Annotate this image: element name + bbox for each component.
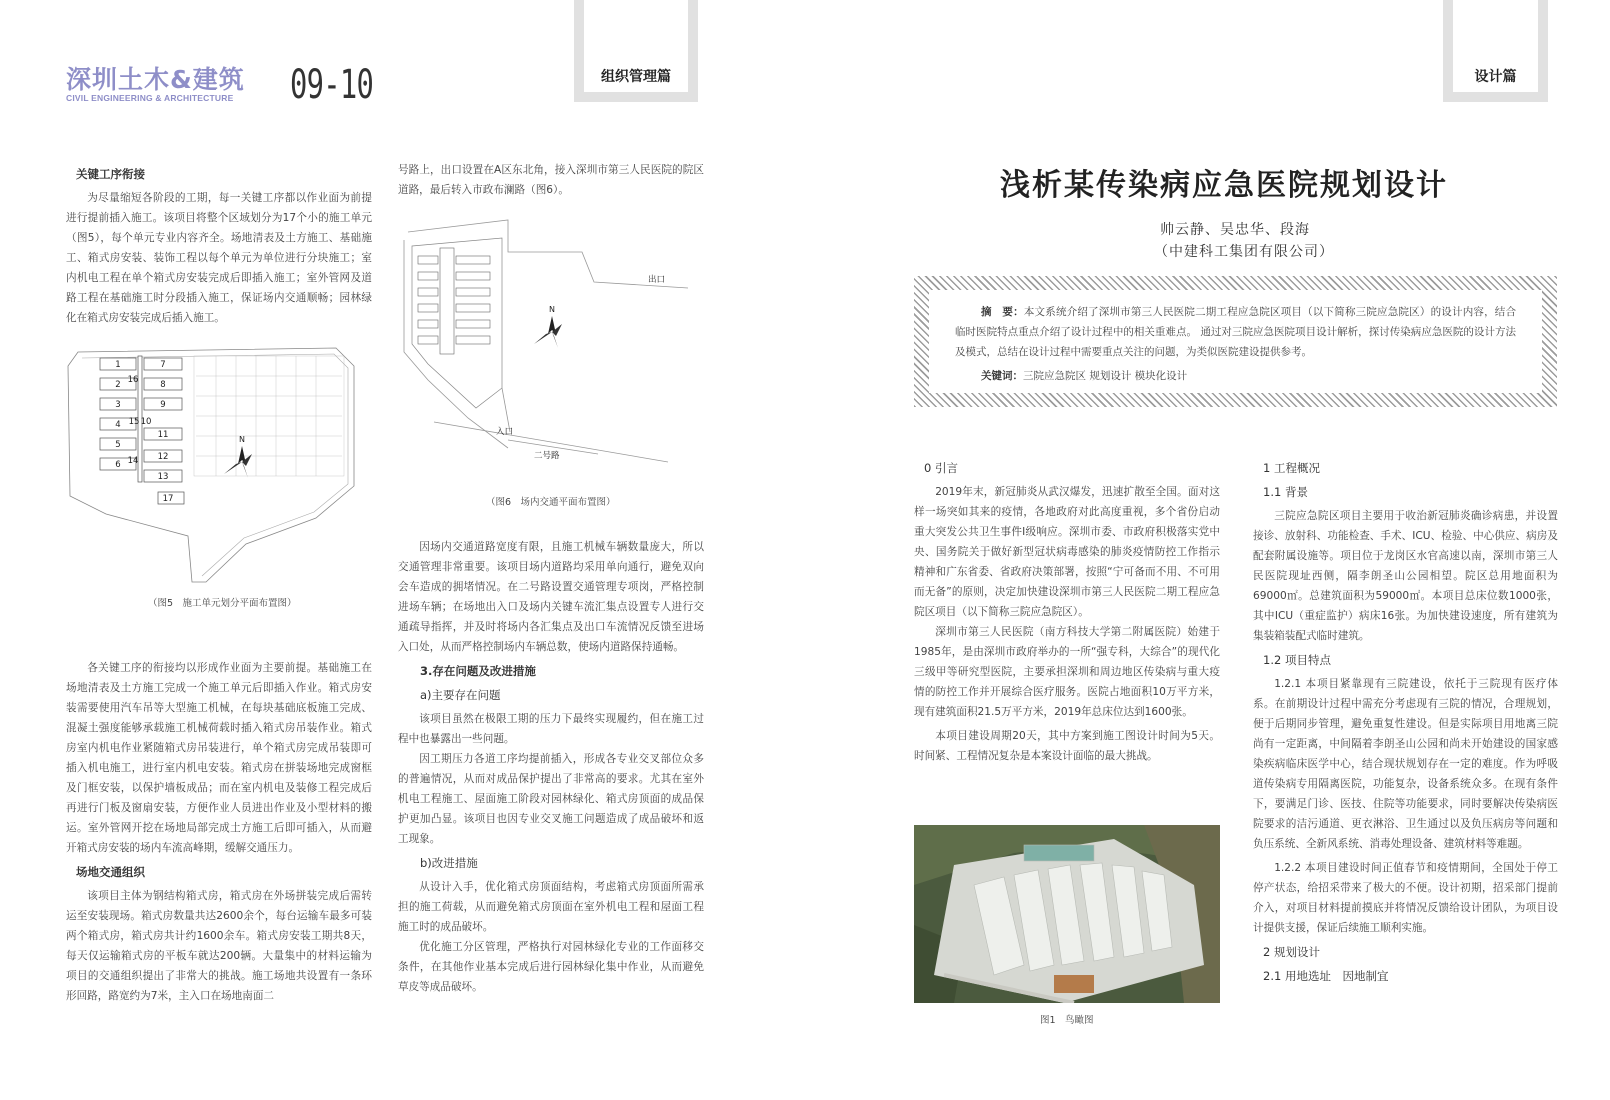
article-organization: （中建科工集团有限公司） xyxy=(1154,244,1334,260)
subsection-heading: a)主要存在问题 xyxy=(420,688,501,702)
subsection-heading: 1.2 项目特点 xyxy=(1263,653,1331,667)
unit-label: 16 xyxy=(127,375,139,385)
paragraph: 因场内交通道路宽度有限，且施工机械车辆数量庞大，所以交通管理非常重要。该项目场内道路均采用单向通行，避免双向会车造成的拥堵情况。在二号路设置交通管理专项岗，严格控制进场车辆；在场地出入口及场内关键车流汇集点设置专人进行交通疏导指挥，并及时将场内各汇集点及出口车流情况反馈至进场入口处，从而严格控制场内车辆总数，使场内道路保持通畅。 xyxy=(398,541,704,653)
magazine-logo-english: CIVIL ENGINEERING & ARCHITECTURE xyxy=(66,93,234,103)
unit-label: 6 xyxy=(115,460,121,470)
subsection-heading: 2.1 用地选址 因地制宜 xyxy=(1263,969,1389,983)
unit-label: 8 xyxy=(160,380,166,390)
magazine-logo: 深圳土木&建筑 xyxy=(66,65,245,94)
north-arrow-icon xyxy=(224,435,252,478)
left-column-1-top xyxy=(66,160,372,328)
section-heading: 场地交通组织 xyxy=(76,865,145,879)
unit-label: 7 xyxy=(160,360,166,370)
road-label: 二号路 xyxy=(534,451,560,461)
paragraph: 为尽量缩短各阶段的工期，每一关键工序都以作业面为前提进行提前插入施工。该项目将整个区域划分为17个小的施工单元（图5），每个单元专业内容齐全。场地清表及土方施工、基础施工、箱式房安装、装饰工程以每个单元为单位进行分块施工；室内机电工程在单个箱式房安装完成后即插入施工；室外管网及道路工程在基础施工时分段插入施工，保证场内交通顺畅；园林绿化在箱式房安装完成后插入施工。 xyxy=(66,192,372,324)
paragraph: 该项目主体为钢结构箱式房，箱式房在外场拼装完成后需转运至安装现场。箱式房数量共达2600余个，每台运输车最多可装两个箱式房，箱式房共计约1600余车。箱式房安装工期共8天，每天仅运输箱式房的平板车就达200辆。大量集中的材料运输为项目的交通组织提出了非常大的挑战。施工场地共设置有一条环形回路，路宽约为7米，主入口在场地南面二 xyxy=(66,890,372,1002)
paragraph: 从设计入手，优化箱式房顶面结构，考虑箱式房顶面所需承担的施工荷载，从而避免箱式房顶面在室外机电工程和屋面工程施工时的成品破坏。 xyxy=(398,881,704,933)
paragraph: 该项目虽然在极限工期的压力下最终实现履约，但在施工过程中也暴露出一些问题。 xyxy=(398,713,704,745)
section-heading: 1 工程概况 xyxy=(1263,461,1320,475)
right-column-1 xyxy=(914,454,1220,766)
left-column-1-bottom xyxy=(66,658,372,1006)
unit-label: 9 xyxy=(160,400,166,410)
right-column-2 xyxy=(1253,454,1558,990)
section-label-right: 设计篇 xyxy=(1474,69,1517,85)
paragraph: 本项目建设周期20天，其中方案到施工图设计时间为5天。时间紧、工程情况复杂是本案设计面临的最大挑战。 xyxy=(914,730,1220,762)
unit-label: 1 xyxy=(115,360,121,370)
unit-label: 14 xyxy=(127,456,139,466)
unit-label: 13 xyxy=(157,472,169,482)
svg-text:N: N xyxy=(239,435,245,444)
article-authors: 帅云静、吴忠华、段海 xyxy=(1160,222,1310,238)
figure-1-caption: 图1 鸟瞰图 xyxy=(1040,1015,1094,1026)
unit-label: 17 xyxy=(162,494,174,504)
figure-6-caption: （图6 场内交通平面布置图） xyxy=(486,497,616,508)
section-heading: 2 规划设计 xyxy=(1263,945,1320,959)
section-heading: 关键工序衔接 xyxy=(76,167,145,181)
figure-6-traffic-plan xyxy=(398,212,698,474)
paragraph: 各关键工序的衔接均以形成作业面为主要前提。基础施工在场地清表及土方施工完成一个施工单元后即插入作业。箱式房安装需要使用汽车吊等大型施工机械，在每块基础底板施工完成、混凝土强度能够承载施工机械荷载时插入箱式房吊装作业。箱式房室内机电作业紧随箱式房吊装进行，单个箱式房完成吊装即可插入机电施工，进行室内机电安装。箱式房在拼装场地完成窗框及门框安装，以保护墙板成品；而在室内机电及装修工程完成后再进行门板及窗扇安装，方便作业人员进出作业及小型材料的搬运。室外管网开挖在场地局部完成土方施工后即可插入，从而避开箱式房安装的场内车流高峰期，缓解交通压力。 xyxy=(66,662,372,854)
figure-5-site-plan xyxy=(66,346,376,586)
abstract-paragraph xyxy=(955,302,1516,362)
paragraph: 1.2.1 本项目紧靠现有三院建设，依托于三院现有医疗体系。在前期设计过程中需充分考虑现有三院的情况，合理规划，便于后期同步管理，避免重复性建设。但是实际项目用地离三院尚有一定距离，中间隔着李朗圣山公园和尚未开始建设的国家感染疾病临床医学中心，结合现状规划存在一定的难度。作为呼吸道传染病专用隔离医院，功能复杂，设备系统众多。在现有条件下，要满足门诊、医技、住院等功能要求，同时要解决传染病医院要求的洁污通道、更衣淋浴、卫生通过以及负压病房等问题和负压系统、全新风系统、消毒处理设备、建筑材料等难题。 xyxy=(1253,678,1558,850)
unit-label: 10 xyxy=(140,417,152,427)
unit-label: 11 xyxy=(157,430,169,440)
keywords-label: 关键词： xyxy=(981,370,1023,382)
keywords-line xyxy=(955,366,1516,386)
aerial-photo xyxy=(914,825,1220,1003)
exit-label: 出口 xyxy=(648,275,666,285)
unit-label: 5 xyxy=(115,440,121,450)
unit-label: 15 xyxy=(128,417,140,427)
subsection-heading: 1.1 背景 xyxy=(1263,485,1308,499)
abstract-content xyxy=(929,290,1542,393)
subsection-heading: b)改进措施 xyxy=(420,856,478,870)
figure-5-caption: （图5 施工单元划分平面布置图） xyxy=(148,598,297,609)
paragraph: 1.2.2 本项目建设时间正值春节和疫情期间，全国处于停工停产状态，给招采带来了极大的不便。设计初期，招采部门提前介入，对项目材料提前摸底并将情况反馈给设计团队，为项目设计提供支援，保证后续施工顺利实施。 xyxy=(1253,862,1558,934)
section-heading: 0 引言 xyxy=(924,461,958,475)
paragraph: 优化施工分区管理，严格执行对园林绿化专业的工作面移交条件，在其他作业基本完成后进行园林绿化集中作业，从而避免草皮等成品破坏。 xyxy=(398,941,704,993)
keywords-text: 三院应急院区 规划设计 模块化设计 xyxy=(1023,370,1188,382)
issue-number: 09-10 xyxy=(290,62,374,108)
left-column-2-top xyxy=(398,160,704,200)
section-tab-right xyxy=(1443,0,1548,102)
paragraph: 号路上，出口设置在A区东北角，接入深圳市第三人民医院的院区道路，最后转入市政布澜路（图6）。 xyxy=(398,164,704,196)
paragraph: 深圳市第三人民医院（南方科技大学第二附属医院）始建于1985年，是由深圳市政府举办的一所“强专科，大综合”的现代化三级甲等研究型医院，主要承担深圳和周边地区传染病与重大疫情的防控工作并开展综合医疗服务。医院占地面积10万平方米，现有建筑面积21.5万平方米，2019年总床位达到1600张。 xyxy=(914,626,1220,718)
section-label-left: 组织管理篇 xyxy=(601,69,671,85)
abstract-text: 本文系统介绍了深圳市第三人民医院二期工程应急院区项目（以下简称三院应急院区）的设计内容，结合临时医院特点重点介绍了设计过程中的相关重难点。 通过对三院应急医院项目设计解析，探讨传染病应急医院的设计方法及模式，总结在设计过程中需要重点关注的问题，为类似医院建设提供参考。 xyxy=(955,306,1517,358)
paragraph: 2019年末，新冠肺炎从武汉爆发，迅速扩散至全国。面对这样一场突如其来的疫情，各地政府对此高度重视，多个省份启动重大突发公共卫生事件I级响应。深圳市委、市政府积极落实党中央、国务院关于做好新型冠状病毒感染的肺炎疫情防控工作指示精神和广东省委、省政府决策部署，按照“宁可备而不用、不可用而无备”的原则，决定加快建设深圳市第三人民医院二期工程应急院区项目（以下简称三院应急院区）。 xyxy=(914,486,1220,618)
unit-label: 2 xyxy=(115,380,121,390)
entrance-label: 入口 xyxy=(496,427,514,437)
unit-label: 12 xyxy=(157,452,169,462)
abstract-label: 摘 要： xyxy=(981,306,1024,318)
left-column-2-bottom xyxy=(398,537,704,997)
unit-label: 3 xyxy=(115,400,121,410)
unit-label: 4 xyxy=(115,420,121,430)
svg-text:N: N xyxy=(549,305,555,314)
north-arrow-icon xyxy=(534,305,562,348)
article-title: 浅析某传染病应急医院规划设计 xyxy=(1000,168,1448,203)
paragraph: 三院应急院区项目主要用于收治新冠肺炎确诊病患，并设置接诊、放射科、功能检查、手术、ICU、检验、中心供应、病房及配套附属设施等。项目位于龙岗区水官高速以南，深圳市第三人民医院现址西侧，隔李朗圣山公园相望。院区总用地面积为69000㎡。总建筑面积为59000㎡。本项目总床位数1000张，其中ICU（重症监护）病床16张。为加快建设速度，所有建筑为集装箱装配式临时建筑。 xyxy=(1253,510,1558,642)
abstract-box xyxy=(914,276,1557,407)
paragraph: 因工期压力各道工序均提前插入，形成各专业交叉部位众多的普遍情况，从而对成品保护提出了非常高的要求。尤其在室外机电工程施工、屋面施工阶段对园林绿化、箱式房顶面的成品保护更加凸显。该项目也因专业交叉施工问题造成了成品破坏和返工现象。 xyxy=(398,753,704,845)
section-tab-left xyxy=(574,0,698,102)
section-heading: 3.存在问题及改进措施 xyxy=(420,664,536,678)
